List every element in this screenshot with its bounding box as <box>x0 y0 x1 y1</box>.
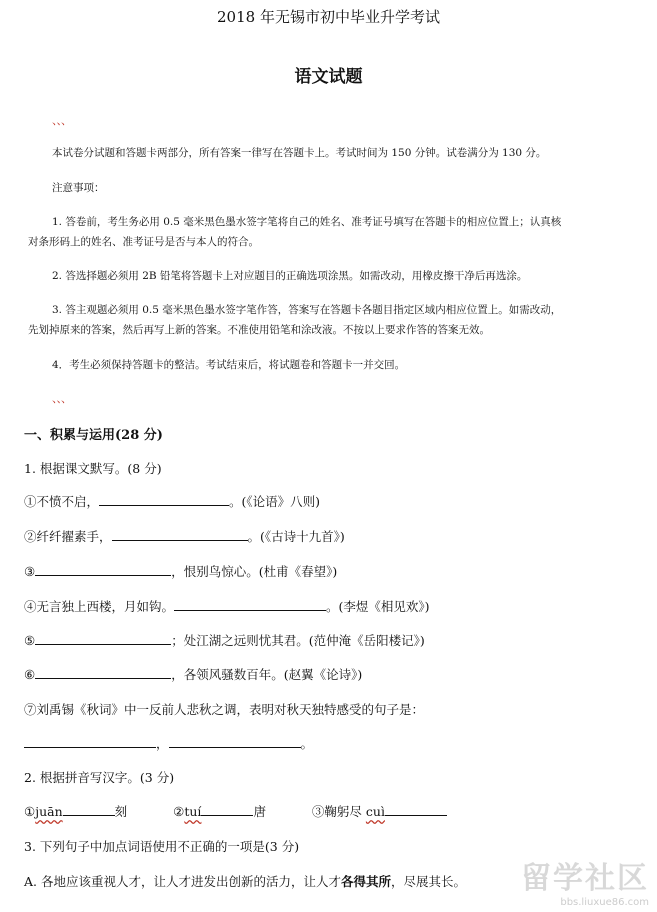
answer-blank[interactable] <box>35 563 171 576</box>
notice-item-4: 4．考生必须保持答题卡的整洁。考试结束后，将试题卷和答题卡一并交回。 <box>52 359 406 371</box>
answer-blank[interactable] <box>35 666 171 679</box>
pinyin: juān <box>35 804 63 819</box>
q1-line-5 <box>24 631 425 649</box>
q1-line-2 <box>24 527 345 545</box>
line-text: ，尽展其长。 <box>391 874 467 889</box>
answer-blank[interactable] <box>169 735 301 748</box>
pinyin: cuì <box>365 804 385 819</box>
line-text: 刻 <box>114 804 128 819</box>
notice-label: 注意事项： <box>52 182 105 194</box>
line-text: A. 各地应该重视人才，让人才进发出创新的活力，让人才 <box>24 874 341 889</box>
line-text: ①不愤不启， <box>24 494 100 509</box>
line-text: 。(《古诗十九首》) <box>247 529 345 544</box>
line-text: ，各领风骚数百年。(赵翼《论诗》) <box>171 667 363 682</box>
q1-line-3 <box>24 562 337 580</box>
answer-blank[interactable] <box>35 632 171 645</box>
exam-subtitle: 语文试题 <box>294 67 363 87</box>
line-text: 。(《论语》八则) <box>229 494 321 509</box>
line-text: 。 <box>300 736 314 751</box>
line-text: ，恨别鸟惊心。(杜甫《春望》) <box>171 564 338 579</box>
answer-blank[interactable] <box>24 735 156 748</box>
intro-text: 本试卷分试题和答题卡两部分，所有答案一律写在答题卡上。考试时间为 150 分钟。试卷满分为 130 分。 <box>52 147 547 159</box>
notice-item-3a: 3. 答主观题必须用 0.5 毫米黑色墨水签字笔作答，答案写在答题卡各题目指定区域内相应位置上。如需改动， <box>52 304 562 316</box>
line-text: ③鞠躬尽 <box>311 804 366 819</box>
pinyin: tuí <box>184 804 202 819</box>
notice-item-1b: 对条形码上的姓名、准考证号是否与本人的符合。 <box>28 236 259 248</box>
answer-blank[interactable] <box>112 528 248 541</box>
answer-blank[interactable] <box>385 803 447 816</box>
notice-item-3b: 先划掉原来的答案，然后再写上新的答案。不准使用铅笔和涂改液。不按以上要求作答的答案无效。 <box>28 324 490 336</box>
watermark <box>521 853 649 908</box>
answer-blank[interactable] <box>99 493 229 506</box>
red-mark: 、、、 <box>52 392 71 405</box>
line-text: ；处江湖之远则忧其君。(范仲淹《岳阳楼记》) <box>171 633 425 648</box>
emphasized-phrase: 各得其所 <box>340 874 391 889</box>
line-text: ， <box>156 736 169 751</box>
item-number: ② <box>173 804 185 819</box>
line-text: 唐 <box>253 804 266 819</box>
red-mark: 、、、 <box>52 114 71 127</box>
q1-line-6 <box>24 665 362 683</box>
watermark-logo: 留学社区 <box>521 861 649 896</box>
notice-item-1a: 1. 答卷前，考生务必用 0.5 毫米黑色墨水签字笔将自己的姓名、准考证号填写在答题卡的相应位置上；认真核 <box>52 216 562 228</box>
item-number: ① <box>24 804 36 819</box>
q3-stem: 3. 下列句子中加点词语使用不正确的一项是(3 分) <box>24 839 300 854</box>
exam-title: 2018 年无锡市初中毕业升学考试 <box>217 8 440 26</box>
line-text: ③ <box>24 564 36 579</box>
answer-blank[interactable] <box>201 803 253 816</box>
line-text: 。(李煜《相见欢》) <box>326 599 430 614</box>
q1-line-4 <box>24 597 430 615</box>
q1-line-8 <box>24 734 313 752</box>
notice-item-2: 2. 答选择题必须用 2B 铅笔将答题卡上对应题目的正确选项涂黑。如需改动，用橡皮擦干净后再选涂。 <box>52 270 528 282</box>
answer-blank[interactable] <box>174 598 326 611</box>
q2-stem: 2. 根据拼音写汉字。(3 分) <box>24 770 175 785</box>
watermark-url: bbs.liuxue86.com <box>560 897 649 908</box>
line-text: ②纤纤擢素手， <box>24 529 112 544</box>
line-text: ④无言独上西楼，月如钩。 <box>24 599 175 614</box>
q1-stem: 1. 根据课文默写。(8 分) <box>24 461 162 476</box>
q1-line-1 <box>24 492 320 510</box>
answer-blank[interactable] <box>63 803 115 816</box>
q3-option-a <box>24 872 466 890</box>
section-heading: 一、积累与运用(28 分) <box>24 428 163 443</box>
line-text: ⑥ <box>24 667 36 682</box>
line-text: ⑤ <box>24 633 36 648</box>
q1-line-7: ⑦刘禹锡《秋词》中一反前人悲秋之调，表明对秋天独特感受的句子是： <box>24 702 425 717</box>
q2-items <box>24 802 447 820</box>
